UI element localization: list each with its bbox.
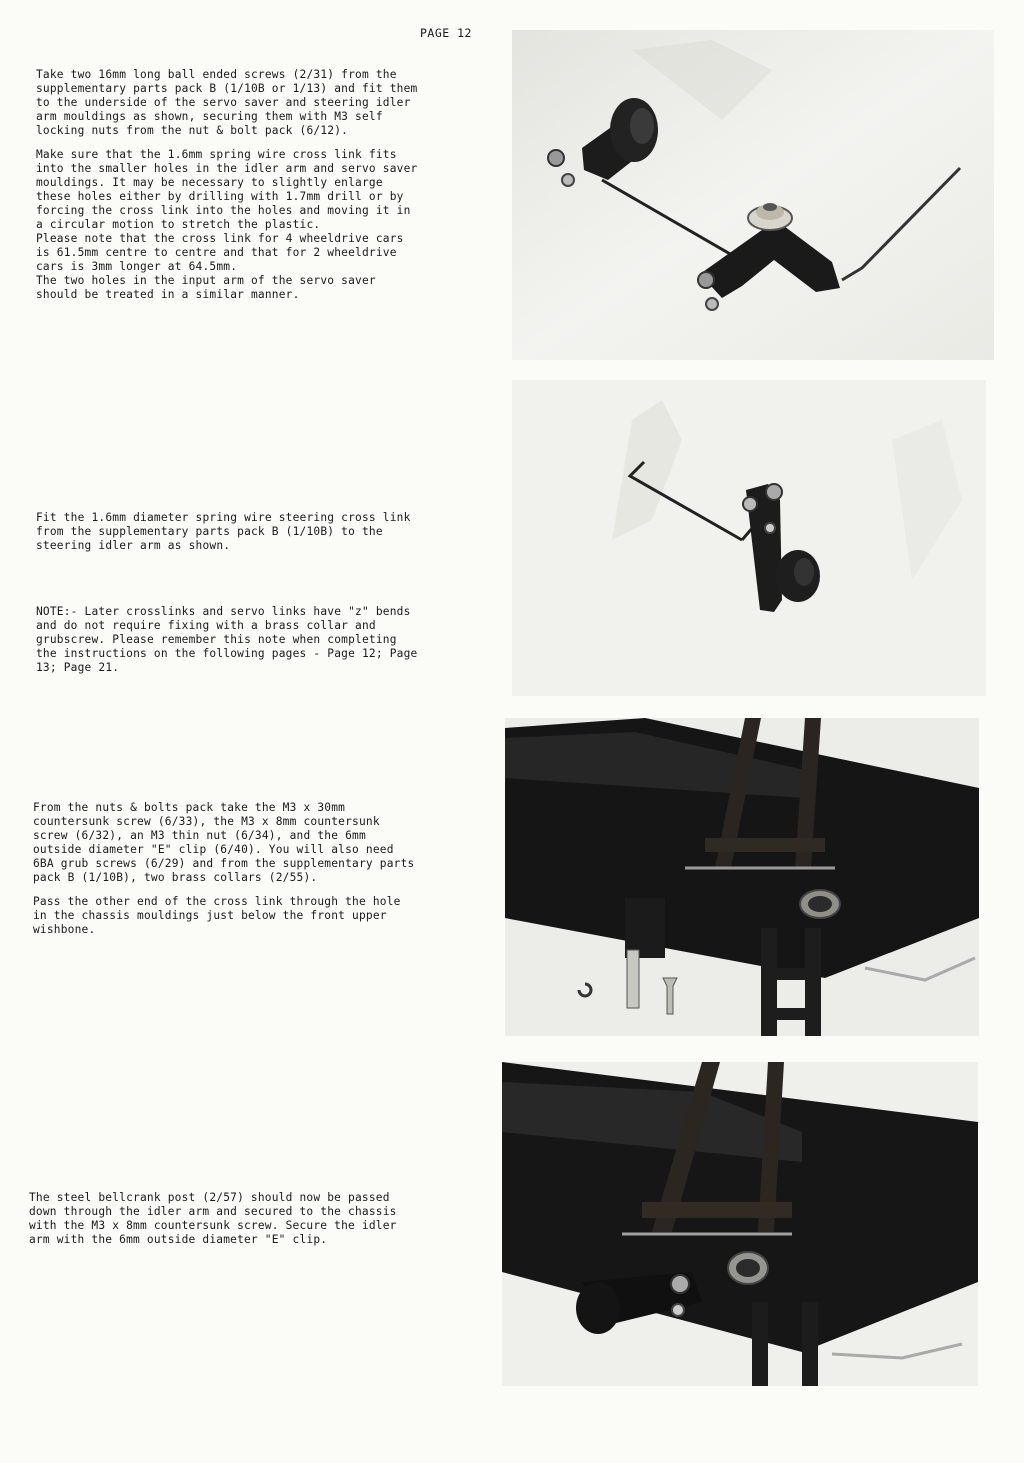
instruction-block-1 <box>36 68 506 312</box>
note-block <box>36 605 506 685</box>
instruction-block-2 <box>36 511 506 563</box>
paragraph: NOTE:- Later crosslinks and servo links have "z" bends and do not require fixing with a brass collar and grubscrew. Please remember this note when completing the instructions on the following pages - Page 12; Page 13; Page 21. <box>36 605 418 674</box>
idler-arm-with-cross-link-photo <box>512 380 986 696</box>
chassis-with-idler-arm-fitted-photo <box>502 1062 978 1386</box>
paragraph: Take two 16mm long ball ended screws (2/31) from the supplementary parts pack B (1/10B or 1/13) and fit them to the underside of the servo saver and steering idler arm mouldings as shown, securing them with M3 self locking nuts from the nut & bolt pack (6/12). <box>36 68 418 137</box>
paragraph: The steel bellcrank post (2/57) should now be passed down through the idler arm and secured to the chassis with the M3 x 8mm countersunk screw. Secure the idler arm with the 6mm outside diameter "E" clip. <box>29 1191 397 1246</box>
servo-saver-and-idler-arm-with-cross-link-photo <box>512 30 994 360</box>
paragraph: From the nuts & bolts pack take the M3 x 30mm countersunk screw (6/33), the M3 x 8mm countersunk screw (6/32), an M3 thin nut (6/34), and the 6mm outside diameter "E" clip (6/40). You will also need 6BA grub screws (6/29) and from the supplementary parts pack B (1/10B), two brass collars (2/55). <box>33 801 415 884</box>
page-number: PAGE 12 <box>420 26 472 40</box>
instruction-block-4 <box>29 1191 499 1257</box>
paragraph: Fit the 1.6mm diameter spring wire steering cross link from the supplementary parts pack B (1/10B) to the steering idler arm as shown. <box>36 511 411 552</box>
instruction-block-3 <box>33 801 503 947</box>
paragraph: Make sure that the 1.6mm spring wire cross link fits into the smaller holes in the idler arm and servo saver mouldings. It may be necessary to slightly enlarge these holes either by drilling with 1.7mm drill or by forcing the cross link into the holes and moving it in a circular motion to stretch the plastic. Please note that the cross link for 4 wheeldrive cars is 61.5mm centre to centre and that for 2 wheeldrive cars is 3mm longer at 64.5mm. The two holes in the input arm of the servo saver should be treated in a similar manner. <box>36 148 418 301</box>
chassis-front-with-parts-photo <box>505 718 979 1036</box>
paragraph: Pass the other end of the cross link through the hole in the chassis mouldings just below the front upper wishbone. <box>33 895 401 936</box>
